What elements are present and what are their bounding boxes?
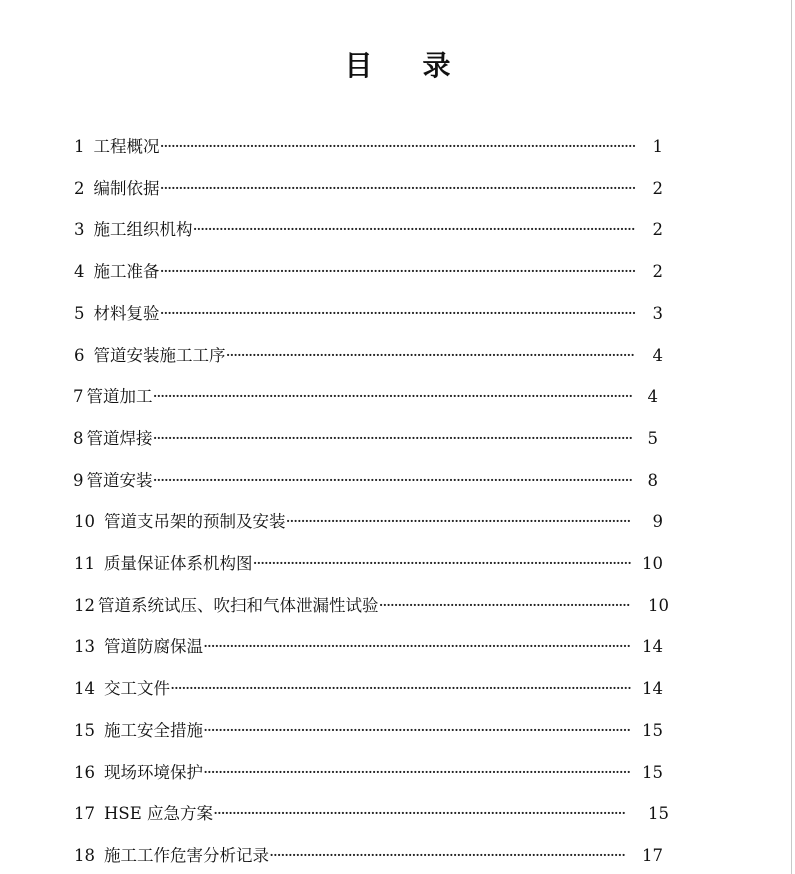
- toc-entry-number: 14: [74, 679, 95, 699]
- toc-entry-title: 材料复验: [93, 303, 160, 323]
- toc-entry: [74, 343, 663, 369]
- toc-leader-dots: ··················································································································: [203, 720, 630, 740]
- toc-entry-title: 施工准备: [93, 262, 160, 282]
- toc-entry-number: 5: [74, 303, 85, 323]
- toc-leader-dots: ································································································································: [152, 387, 632, 407]
- toc-entry-page-number: 15: [642, 762, 663, 782]
- toc-leader-dots: ·············································································································: [225, 345, 634, 365]
- title-char-2: 录: [422, 49, 451, 82]
- toc-leader-dots: ··················································································································: [203, 762, 630, 782]
- toc-entry-page-number: 8: [647, 470, 658, 490]
- toc-entry: [74, 843, 663, 869]
- toc-entry-title: 施工工作危害分析记录: [104, 845, 269, 865]
- toc-entry-page-number: 4: [647, 387, 658, 407]
- toc-entry-title: 管道加工: [86, 387, 153, 407]
- toc-entry-number: 18: [74, 845, 95, 865]
- toc-entry: [74, 259, 663, 285]
- toc-entry: [74, 760, 663, 786]
- toc-entry-title: 管道支吊架的预制及安装: [104, 512, 286, 532]
- toc-entry-page-number: 2: [652, 178, 663, 198]
- toc-entry-number: 13: [74, 637, 95, 657]
- toc-entry: [73, 426, 658, 452]
- toc-leader-dots: ·······························································································································: [159, 178, 636, 198]
- toc-entry-title: 工程概况: [93, 137, 160, 156]
- toc-entry-number: 1: [74, 137, 85, 156]
- toc-leader-dots: ··············································································································: [212, 804, 625, 824]
- toc-leader-dots: ································································································································: [152, 428, 632, 448]
- toc-leader-dots: ···································································: [378, 595, 630, 615]
- toc-leader-dots: ·······························································································: [269, 845, 625, 865]
- toc-entry-number: 2: [74, 178, 85, 198]
- toc-entry-number: 7: [73, 387, 84, 407]
- toc-entry: [73, 468, 658, 494]
- toc-entry-page-number: 2: [652, 262, 663, 282]
- toc-entry-page-number: 9: [652, 512, 663, 532]
- toc-entry-title: 现场环境保护: [104, 762, 203, 782]
- toc-entry-page-number: 1: [652, 137, 663, 156]
- toc-entry-number: 3: [74, 220, 85, 240]
- toc-entry-page-number: 2: [652, 220, 663, 240]
- toc-entry: [74, 301, 663, 327]
- toc-entry-number: 4: [74, 262, 85, 282]
- toc-entry-number: 8: [73, 428, 84, 448]
- toc-entry-title: 管道防腐保温: [104, 637, 203, 657]
- toc-entry-page-number: 3: [652, 303, 663, 323]
- toc-entry: [74, 217, 663, 243]
- toc-leader-dots: ································································································································: [152, 470, 632, 490]
- toc-entry-title: 施工组织机构: [93, 220, 193, 240]
- toc-leader-dots: ······················································································································: [192, 220, 635, 240]
- toc-entry-title: 施工安全措施: [104, 720, 203, 740]
- toc-entry-number: 11: [74, 554, 95, 573]
- toc-entry: [74, 676, 663, 702]
- toc-leader-dots: ·······························································································································: [159, 303, 636, 323]
- toc-entry-page-number: 14: [642, 679, 663, 699]
- toc-entry: [74, 509, 663, 535]
- toc-entry-number: 6: [74, 345, 85, 365]
- toc-entry-page-number: 10: [642, 554, 663, 573]
- toc-entry-number: 10: [74, 512, 95, 532]
- toc-entry-title: 管道系统试压、吹扫和气体泄漏性试验: [98, 595, 379, 615]
- toc-entry: [74, 134, 663, 160]
- toc-entry: [74, 176, 663, 202]
- toc-leader-dots: ·····································································································: [252, 554, 631, 573]
- toc-entry-page-number: 14: [642, 637, 663, 657]
- toc-leader-dots: ···························································································································: [170, 679, 631, 699]
- toc-leader-dots: ··················································································································: [203, 637, 630, 657]
- toc-entry: [74, 593, 669, 619]
- toc-entry: [74, 718, 663, 744]
- toc-entry: [74, 551, 663, 577]
- toc-entry: [74, 801, 669, 827]
- toc-entry-title: HSE 应急方案: [104, 804, 213, 824]
- toc-entry: [73, 384, 658, 410]
- toc-entry-title: 交工文件: [104, 679, 170, 699]
- toc-entry-title: 编制依据: [93, 178, 160, 198]
- title-char-1: 目: [344, 49, 373, 82]
- toc-entry-number: 15: [74, 720, 95, 740]
- toc-entry-number: 12: [74, 595, 95, 615]
- toc-entry-page-number: 17: [642, 845, 663, 865]
- toc-entry-title: 管道焊接: [86, 428, 153, 448]
- toc-entry-number: 17: [74, 804, 95, 824]
- toc-entry-page-number: 15: [648, 804, 669, 824]
- toc-entry-page-number: 15: [642, 720, 663, 740]
- toc-entry-title: 管道安装施工工序: [93, 345, 226, 365]
- toc-leader-dots: ····························································································: [285, 512, 631, 532]
- toc-entry-number: 9: [73, 470, 84, 490]
- toc-entry-page-number: 4: [652, 345, 663, 365]
- toc-entry-title: 管道安装: [86, 470, 153, 490]
- toc-leader-dots: ·······························································································································: [159, 262, 636, 282]
- toc-entry-page-number: 5: [647, 428, 658, 448]
- toc-entry: [74, 634, 663, 660]
- toc-entry-page-number: 10: [648, 595, 669, 615]
- toc-leader-dots: ·······························································································································: [159, 137, 636, 156]
- toc-entry-number: 16: [74, 762, 95, 782]
- page-edge-line: [791, 0, 792, 874]
- page-title: [0, 44, 795, 84]
- toc-entry-title: 质量保证体系机构图: [104, 554, 253, 573]
